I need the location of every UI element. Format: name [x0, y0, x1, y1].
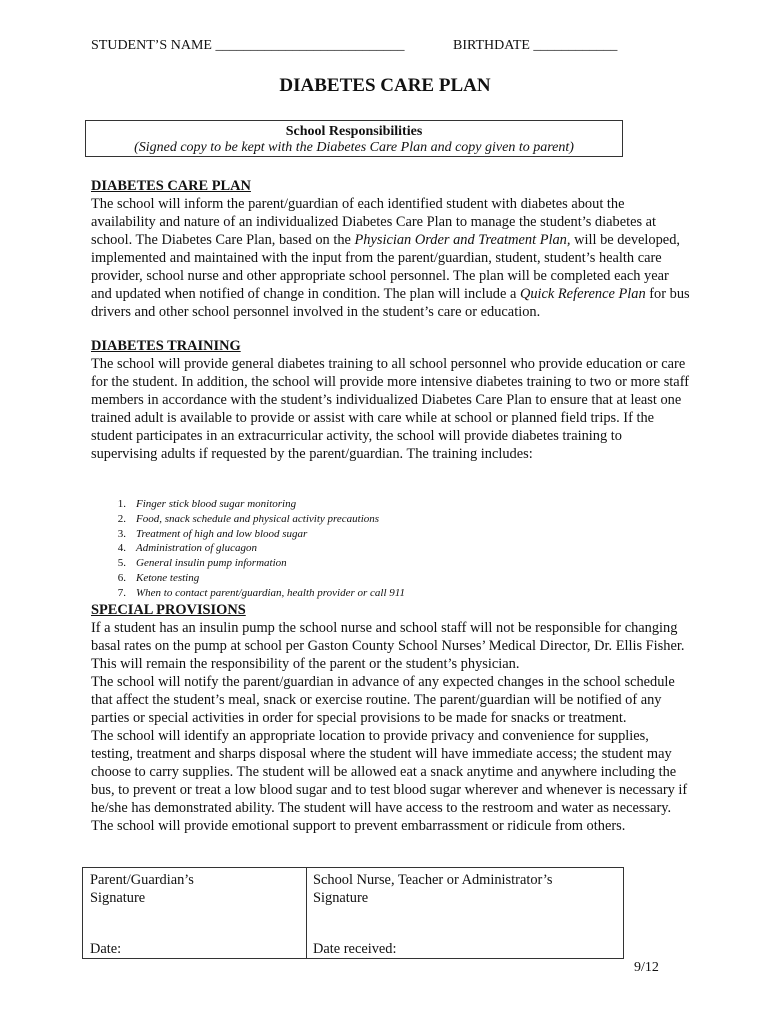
provisions-section [91, 601, 691, 835]
staff-signature-label-1: School Nurse, Teacher or Administrator’s [313, 872, 553, 888]
list-item: 1. Finger stick blood sugar monitoring [117, 498, 297, 510]
provisions-paragraph-1: If a student has an insulin pump the school nurse and school staff will not be responsible for changing basal rates on the pump at school per Gaston County School Nurses’ Medical Director, Dr. Ellis Fisher. This will remain the responsibility of the parent or the student’s physician. [91, 620, 685, 672]
list-item: 7. When to contact parent/guardian, health provider or call 911 [117, 586, 405, 599]
parent-date-field[interactable]: Date: [90, 941, 122, 957]
list-item: 3. Treatment of high and low blood sugar [117, 527, 308, 540]
list-item: 6. Ketone testing [117, 571, 200, 584]
parent-signature-label-1: Parent/Guardian’s [90, 872, 194, 888]
table-divider [306, 868, 307, 958]
list-item-text: When to contact parent/guardian, health provider or call 911 [136, 586, 405, 599]
student-name-field[interactable]: STUDENT’S NAME ___________________________ [91, 38, 405, 53]
care-plan-section [91, 177, 691, 321]
responsibilities-box [85, 120, 623, 157]
care-plan-body [91, 195, 691, 321]
page-number: 9/12 [634, 960, 659, 975]
list-item-text: Food, snack schedule and physical activity precautions [136, 512, 380, 525]
signature-table [82, 867, 624, 959]
responsibilities-subtitle-text: (Signed copy to be kept with the Diabetes Care Plan and copy given to parent) [134, 140, 574, 155]
list-item: 4. Administration of glucagon [117, 542, 257, 555]
training-list [108, 497, 405, 601]
care-plan-italic-2: Quick Reference Plan [519, 286, 646, 302]
care-plan-italic-1: Physician Order and Treatment Plan, [354, 232, 571, 248]
list-item-text: Treatment of high and low blood sugar [136, 527, 308, 540]
page-title: DIABETES CARE PLAN [279, 75, 491, 96]
training-body: The school will provide general diabetes training to all school personnel who provide education or care for the student. In addition, the school will provide more intensive diabetes training to two or more staff members in accordance with the student’s individualized Diabetes Care Plan to ensure that at least one trained adult is available to provide or assist with care while at school or planned field trips. If the student participates in an extracurricular activity, the school will provide diabetes training to supervising adults if requested by the parent/guardian. The training includes: [91, 356, 690, 462]
provisions-paragraph-3: The school will identify an appropriate location to provide privacy and convenience for supplies, testing, treatment and sharps disposal where the student will have immediate access; the student may choose to carry supplies. The student will be allowed eat a snack anytime and anywhere including the bus, to prevent or treat a low blood sugar and to test blood sugar wherever and whenever is necessary if he/she has demonstrated ability. The student will have access to the restroom and water as necessary. The school will provide emotional support to prevent embarrassment or ridicule from others. [91, 728, 688, 834]
staff-signature-label-2: Signature [313, 890, 369, 906]
parent-signature-label-2: Signature [90, 890, 146, 906]
list-item-text: General insulin pump information [136, 557, 287, 570]
birthdate-field[interactable]: BIRTHDATE ____________ [453, 38, 618, 53]
list-item-text: Ketone testing [136, 571, 200, 584]
list-item: 5. General insulin pump information [117, 557, 287, 570]
care-plan-text-3: for bus drivers and other school personnel involved in the student’s care or education. [91, 286, 690, 320]
care-plan-heading: DIABETES CARE PLAN [91, 178, 251, 194]
list-item: 2. Food, snack schedule and physical activity precautions [117, 512, 380, 525]
provisions-heading: SPECIAL PROVISIONS [91, 602, 246, 618]
date-received-field[interactable]: Date received: [313, 941, 397, 957]
list-item-text: Administration of glucagon [136, 542, 257, 555]
training-section [91, 337, 691, 463]
staff-signature-cell[interactable] [313, 871, 552, 907]
training-heading: DIABETES TRAINING [91, 338, 241, 354]
responsibilities-subtitle [86, 140, 622, 156]
care-plan-text-2: will be developed, implemented and maintained with the input from the parent/guardian, student, student’s health care provider, school nurse and other appropriate school personnel. The plan will be completed each year and updated when notified of change in condition. The plan will include a [91, 232, 680, 302]
provisions-paragraph-2: The school will notify the parent/guardian in advance of any expected changes in the school schedule that affect the student’s meal, snack or exercise routine. The parent/guardian will be notified of any parties or special activities in order for special provisions to be made for snacks or treatment. [91, 674, 675, 726]
parent-signature-cell[interactable] [90, 871, 194, 907]
responsibilities-title: School Responsibilities [285, 124, 423, 139]
care-plan-text-1: The school will inform the parent/guardian of each identified student with diabetes about the availability and nature of an individualized Diabetes Care Plan to manage the student’s diabetes at school. The Diabetes Care Plan, based on the [91, 196, 657, 248]
list-item-text: Finger stick blood sugar monitoring [136, 498, 297, 510]
